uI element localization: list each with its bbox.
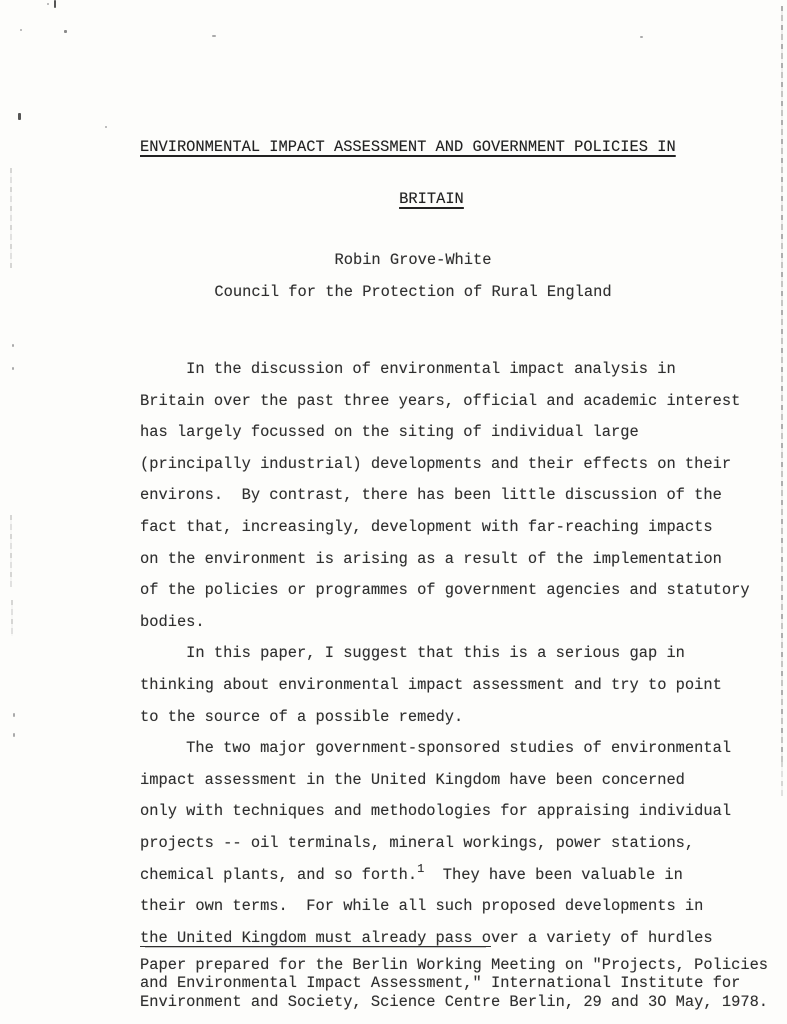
text-segment: environs. By contrast, there has been little discussion of the <box>140 486 722 505</box>
text-line <box>140 575 750 607</box>
text-line <box>140 702 750 734</box>
text-segment: In this paper, I suggest that this is a serious gap in <box>140 644 685 663</box>
text-line <box>140 638 750 670</box>
scan-artifact-speck <box>20 29 22 31</box>
text-segment: and Environmental Impact Assessment," International Institute for <box>140 974 741 993</box>
text-segment: on the environment is arising as a result of the implementation <box>140 549 722 568</box>
scan-artifact-speck <box>640 36 643 38</box>
text-segment: fact that, increasingly, development with far-reaching impacts <box>140 517 713 536</box>
scan-artifact-speck <box>12 344 14 347</box>
scan-artifact-left-edge-line-1 <box>10 168 12 268</box>
text-segment: of the policies or programmes of government agencies and statutory <box>140 581 750 600</box>
text-segment: projects -- oil terminals, mineral workings, power stations, <box>140 833 695 852</box>
text-segment: (principally industrial) developments and their effects on their <box>140 454 732 473</box>
text-segment: bodies. <box>140 612 205 631</box>
text-segment: Britain over the past three years, official and academic interest <box>140 391 741 410</box>
text-segment: has largely focussed on the siting of individual large <box>140 423 639 442</box>
text-line <box>140 733 750 765</box>
document-title-line-1: ENVIRONMENTAL IMPACT ASSESSMENT AND GOVERNMENT POLICIES IN <box>140 138 676 156</box>
text-segment: to the source of a possible remedy. <box>140 707 464 726</box>
text-line <box>140 956 768 974</box>
text-line <box>140 828 750 860</box>
text-line <box>140 544 750 576</box>
scan-artifact-right-edge-line-faint <box>781 762 783 796</box>
scan-artifact-speck <box>12 367 14 370</box>
text-line <box>140 386 750 418</box>
author-name: Robin Grove-White <box>334 251 492 269</box>
body-text <box>140 354 750 954</box>
text-segment: impact assessment in the United Kingdom have been concerned <box>140 770 685 789</box>
text-segment: ver a variety of hurdles <box>490 928 713 947</box>
text-line <box>140 354 750 386</box>
scan-artifact-speck <box>13 713 15 717</box>
text-line <box>140 512 750 544</box>
text-line <box>140 480 750 512</box>
text-line <box>140 923 750 955</box>
text-line <box>140 891 750 923</box>
text-segment-underline: the United Kingdom must already pass o <box>140 928 491 947</box>
text-line <box>140 670 750 702</box>
scan-artifact-speck <box>54 0 56 8</box>
text-segment: Paper prepared for the Berlin Working Meeting on "Projects, Policies <box>140 956 769 974</box>
text-segment: only with techniques and methodologies for appraising individual <box>140 802 732 821</box>
text-line <box>140 607 750 639</box>
text-line <box>140 993 768 1011</box>
text-segment: The two major government-sponsored studies of environmental <box>140 739 732 758</box>
document-title-line-2-text: BRITAIN <box>399 190 464 208</box>
scan-artifact-speck <box>13 733 15 737</box>
scan-artifact-speck <box>64 30 67 33</box>
text-line <box>140 417 750 449</box>
text-segment: thinking about environmental impact assessment and try to point <box>140 675 722 694</box>
footnote-text <box>140 956 768 1011</box>
scan-artifact-right-edge-line <box>781 6 783 762</box>
document-title-line-2 <box>140 172 686 226</box>
text-line <box>140 796 750 828</box>
text-segment: their own terms. For while all such proposed developments in <box>140 897 704 916</box>
text-line <box>140 765 750 797</box>
scan-artifact-speck <box>18 113 21 120</box>
text-segment: They have been valuable in <box>424 865 683 884</box>
scan-artifact-speck <box>105 126 107 128</box>
text-line <box>140 974 768 992</box>
text-segment: In the discussion of environmental impact analysis in <box>140 360 676 378</box>
text-line <box>140 449 750 481</box>
scan-artifact-left-edge-line-3 <box>11 600 13 636</box>
scan-artifact-speck <box>212 35 216 37</box>
scan-artifact-speck <box>47 3 49 5</box>
scan-artifact-left-edge-line-2 <box>10 515 12 587</box>
text-segment: chemical plants, and so forth. <box>140 865 418 884</box>
text-line <box>140 860 750 892</box>
author-affiliation: Council for the Protection of Rural England <box>214 283 612 301</box>
text-segment-sup: 1 <box>417 861 425 876</box>
text-segment: Environment and Society, Science Centre Berlin, 29 and 3O May, 1978. <box>140 992 769 1011</box>
